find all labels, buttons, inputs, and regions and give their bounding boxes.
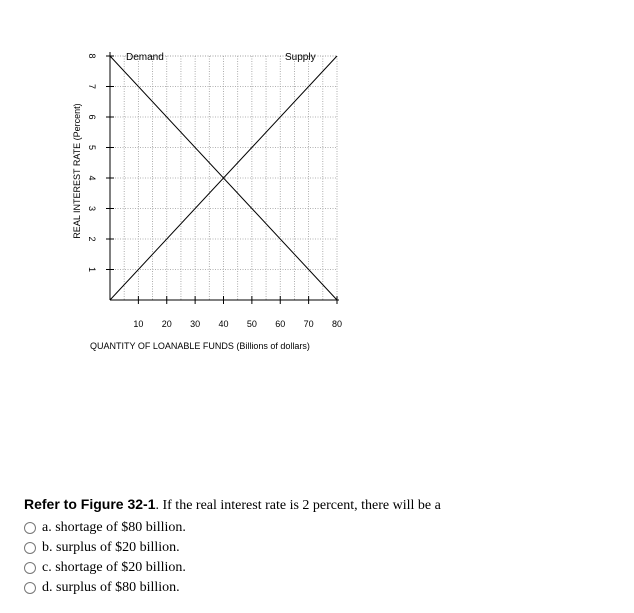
y-tick-label: 2 [87,236,97,242]
option-text: shortage of $20 billion. [55,560,186,575]
question-text: . If the real interest rate is 2 percent, there will be a [155,498,441,513]
radio-button-icon[interactable] [24,542,36,554]
question-block [24,496,441,598]
option-letter: b. [42,540,53,555]
question-reference: Refer to Figure 32-1 [24,496,156,512]
y-tick-label: 6 [87,114,97,120]
answer-option-b[interactable] [24,538,441,558]
x-axis-title: QUANTITY OF LOANABLE FUNDS (Billions of dollars) [90,341,310,351]
x-tick-label: 80 [331,319,343,329]
x-tick-label: 50 [246,319,257,329]
x-tick-label: 20 [161,319,172,329]
radio-button-icon[interactable] [24,562,36,574]
demand-curve-label: Demand [126,52,164,63]
y-axis-title: REAL INTEREST RATE (Percent) [72,103,82,239]
y-tick-label: 4 [87,175,97,181]
y-tick-label: 8 [87,53,97,59]
x-tick-label: 10 [133,319,144,329]
x-tick-label: 60 [275,319,286,329]
option-text: shortage of $80 billion. [55,520,186,535]
y-tick-label: 1 [87,266,97,273]
x-tick-label: 40 [218,319,229,329]
y-tick-label: 3 [87,205,97,212]
chart-ticks [87,53,342,329]
radio-button-icon[interactable] [24,582,36,594]
option-letter: c. [42,560,52,575]
supply-curve-label: Supply [285,52,316,63]
radio-button-icon[interactable] [24,522,36,534]
y-tick-label: 7 [87,83,97,90]
question-stem [24,496,441,514]
option-text: surplus of $20 billion. [56,540,180,555]
chart-labels [72,52,316,351]
y-tick-label: 5 [87,144,97,151]
option-text: surplus of $80 billion. [56,580,180,595]
answer-option-c[interactable] [24,558,441,578]
answer-option-d[interactable] [24,578,441,598]
answer-option-a[interactable] [24,518,441,538]
x-tick-label: 30 [190,319,201,329]
x-tick-label: 70 [303,319,314,329]
option-letter: d. [42,580,53,595]
option-letter: a. [42,520,52,535]
